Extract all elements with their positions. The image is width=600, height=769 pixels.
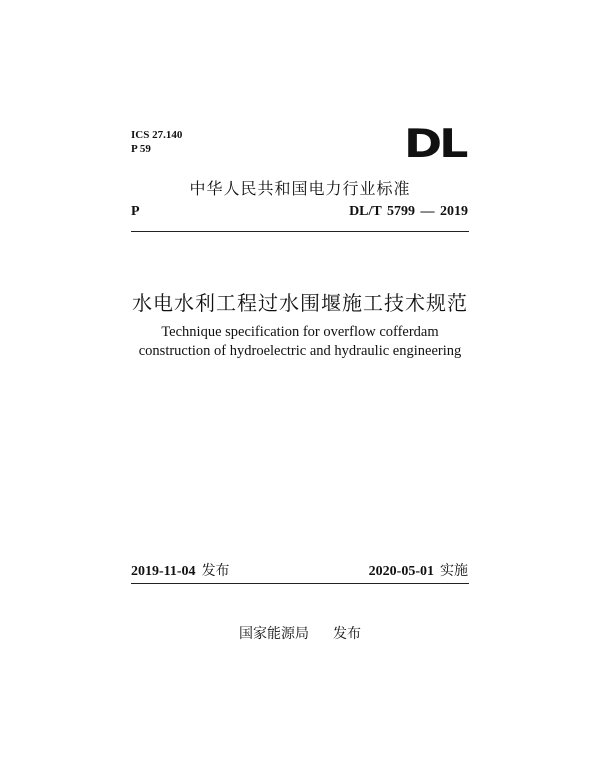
ics-block — [131, 128, 182, 156]
publisher-action: 发布 — [333, 626, 361, 642]
title-english-line1: Technique specification for overflow cofferdam — [161, 324, 439, 340]
header-divider — [131, 231, 469, 232]
issue-label: 发布 — [201, 563, 230, 579]
footer-divider — [131, 583, 469, 584]
publisher-line — [0, 623, 600, 643]
issue-date-block — [131, 560, 230, 580]
p-code: P 59 — [131, 143, 151, 155]
standard-classification: 中华人民共和国电力行业标准 — [189, 179, 411, 198]
publisher-name: 国家能源局 — [239, 626, 309, 642]
standard-number: DL/T 5799 — 2019 — [349, 204, 468, 219]
ics-code: ICS 27.140 — [131, 129, 183, 141]
standard-category: P — [131, 204, 140, 219]
implement-label: 实施 — [440, 563, 468, 579]
title-chinese: 水电水利工程过水围堰施工技术规范 — [132, 291, 468, 315]
dl-logo: DL — [404, 120, 466, 167]
title-english-line2: construction of hydroelectric and hydraulic engineering — [138, 343, 462, 359]
implement-date-block — [369, 560, 468, 580]
implement-date: 2020-05-01 — [368, 564, 434, 579]
issue-date: 2019-11-04 — [131, 564, 196, 579]
